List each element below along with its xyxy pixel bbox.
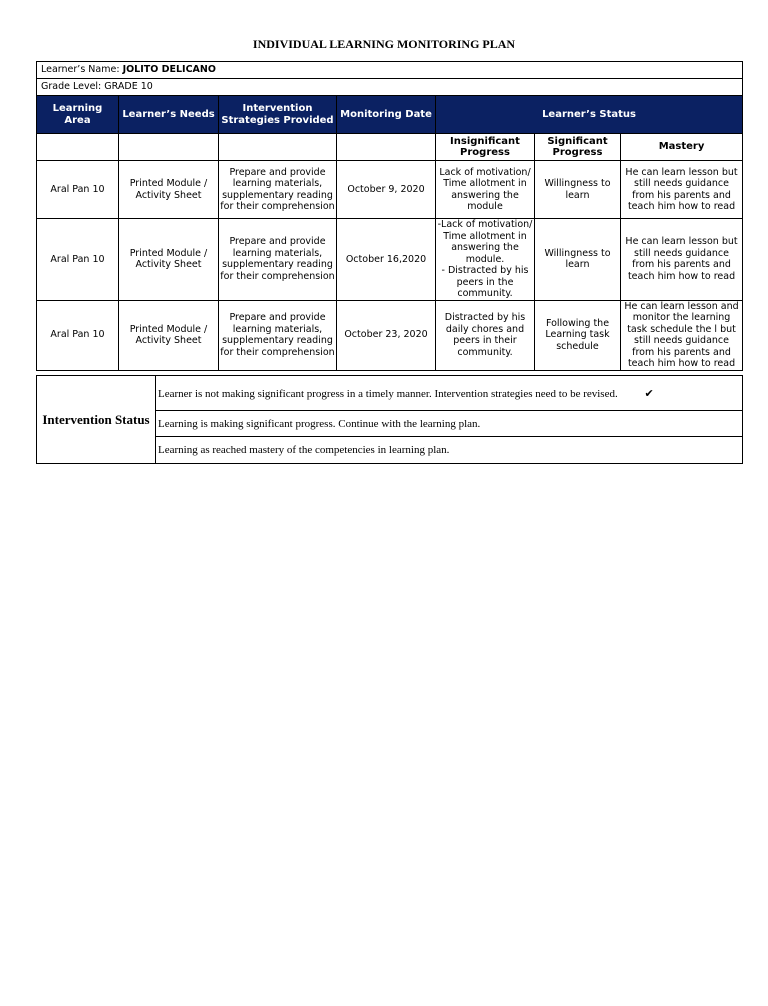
header-monitoring-date: Monitoring Date (337, 96, 436, 134)
learner-name-label: Learner’s Name: (41, 64, 120, 76)
learner-name: JOLITO DELICANO (122, 64, 216, 76)
subheader-row (37, 134, 743, 161)
header-learner-status: Learner’s Status (436, 96, 743, 134)
intervention-status-label: Intervention Status (37, 376, 156, 464)
intervention-option-mastery (156, 437, 743, 464)
cell-monitoring-date: October 23, 2020 (337, 300, 436, 370)
table-row (37, 161, 743, 219)
cell-monitoring-date: October 9, 2020 (337, 161, 436, 219)
cell-significant: Following the Learning task schedule (535, 300, 621, 370)
header-insignificant-progress: Insignificant Progress (436, 134, 535, 161)
check-mark-icon: ✔ (644, 386, 654, 400)
header-row (37, 96, 743, 134)
grade-level: GRADE 10 (104, 81, 153, 93)
intervention-option-text: Learning is making significant progress. Continue with the learning plan. (158, 417, 481, 430)
intervention-status-table (36, 375, 743, 464)
cell-strategies: Prepare and provide learning materials, supplementary reading for their comprehension (219, 161, 337, 219)
cell-strategies: Prepare and provide learning materials, supplementary reading for their comprehension (219, 219, 337, 301)
cell-learner-needs: Printed Module / Activity Sheet (119, 219, 219, 301)
cell-learner-needs: Printed Module / Activity Sheet (119, 300, 219, 370)
cell-significant: Willingness to learn (535, 161, 621, 219)
cell-learning-area: Aral Pan 10 (37, 300, 119, 370)
header-learner-needs: Learner’s Needs (119, 96, 219, 134)
page-title: INDIVIDUAL LEARNING MONITORING PLAN (252, 37, 516, 51)
intervention-option-text: Learning as reached mastery of the competencies in learning plan. (158, 444, 450, 456)
cell-learning-area: Aral Pan 10 (37, 161, 119, 219)
intervention-option-continue (156, 411, 743, 437)
cell-insignificant: Distracted by his daily chores and peers in their community. (436, 300, 535, 370)
table-row (37, 300, 743, 370)
cell-mastery: He can learn lesson but still needs guidance from his parents and teach him how to read (621, 161, 743, 219)
cell-learning-area: Aral Pan 10 (37, 219, 119, 301)
cell-strategies: Prepare and provide learning materials, supplementary reading for their comprehension (219, 300, 337, 370)
intervention-option-text: Learner is not making significant progress in a timely manner. Intervention strategies need to be revised. (158, 387, 618, 400)
cell-insignificant: Lack of motivation/ Time allotment in answering the module (436, 161, 535, 219)
cell-mastery: He can learn lesson and monitor the learning task schedule the l but still needs guidance from his parents and teach him how to read (621, 300, 743, 370)
grade-level-label: Grade Level: (41, 81, 102, 93)
cell-significant: Willingness to learn (535, 219, 621, 301)
cell-mastery: He can learn lesson but still needs guidance from his parents and teach him how to read (621, 219, 743, 301)
learner-name-row (37, 62, 743, 79)
header-intervention-strategies: Intervention Strategies Provided (219, 96, 337, 134)
table-row (37, 219, 743, 301)
cell-monitoring-date: October 16,2020 (337, 219, 436, 301)
cell-learner-needs: Printed Module / Activity Sheet (119, 161, 219, 219)
header-learning-area: Learning Area (37, 96, 119, 134)
cell-insignificant: -Lack of motivation/ Time allotment in answering the module. - Distracted by his peers in the community. (436, 219, 535, 301)
monitoring-table (36, 61, 743, 371)
intervention-option-revise (156, 376, 743, 411)
header-significant-progress: Significant Progress (535, 134, 621, 161)
header-mastery: Mastery (621, 134, 743, 161)
grade-level-row (37, 79, 743, 96)
